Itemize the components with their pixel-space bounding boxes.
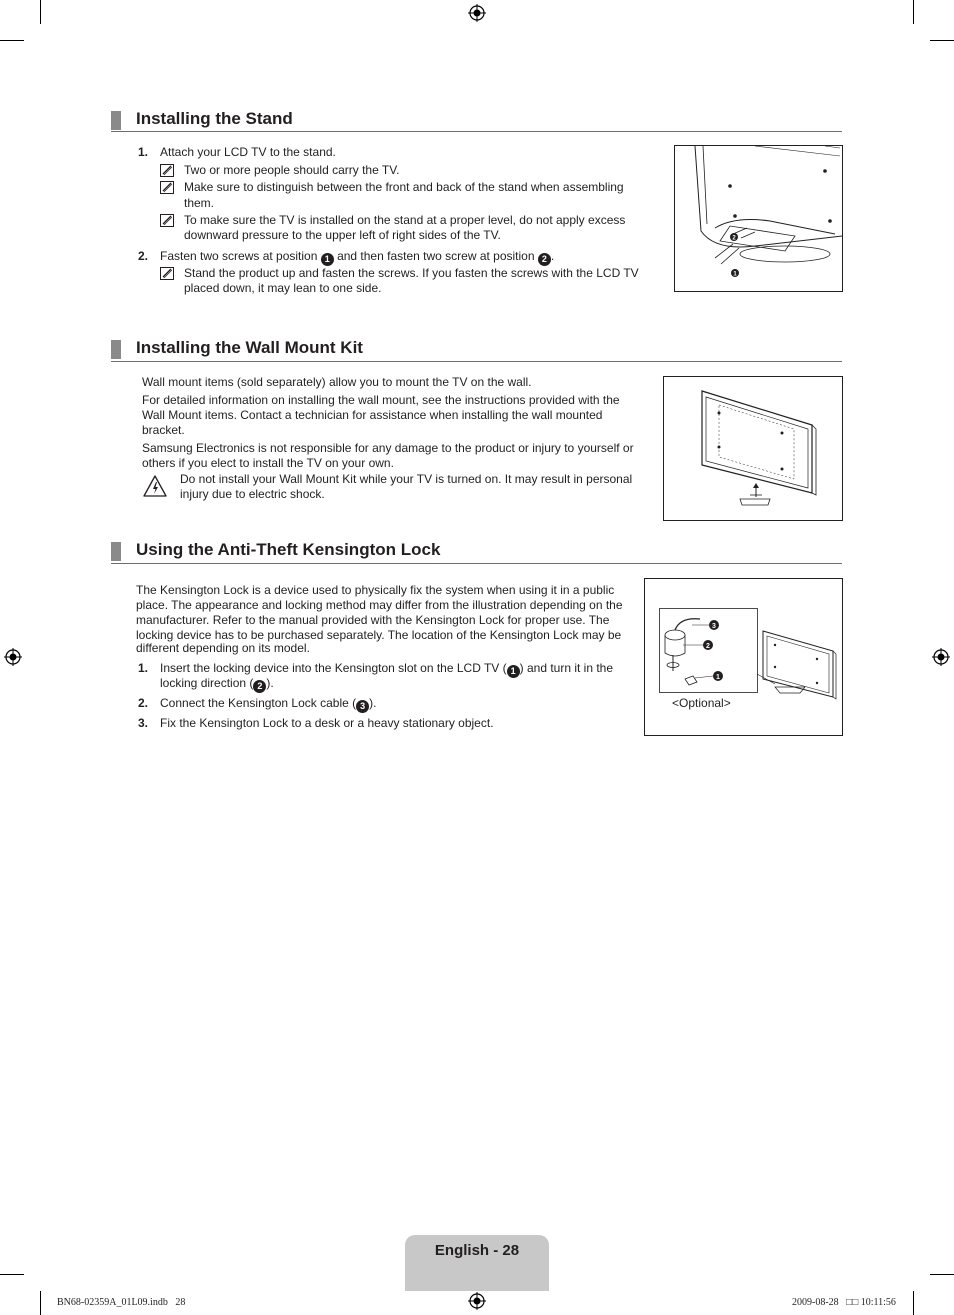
paragraph: locking device has to be purchased separately. The location of the Kensington Lock may be [136, 628, 622, 642]
stand-drawing [675, 146, 842, 291]
section-marker [111, 542, 121, 561]
step-text-part: Connect the Kensington Lock cable ( [160, 696, 357, 710]
paragraph: Wall mount items (sold separately) allow you to mount the TV on the wall. [142, 375, 532, 389]
note-pencil-icon [160, 267, 174, 280]
position-marker-3: 3 [356, 700, 369, 713]
section-title-kensington: Using the Anti-Theft Kensington Lock [136, 540, 441, 559]
stand-illustration [674, 145, 843, 292]
section-title-wall-mount: Installing the Wall Mount Kit [136, 338, 363, 357]
svg-text:2: 2 [706, 643, 710, 650]
paragraph: others if you elect to install the TV on your own. [142, 456, 394, 470]
step-text-part: locking direction ( [160, 676, 254, 690]
svg-text:1: 1 [716, 674, 720, 681]
step-text-part: and then fasten two screw at position [333, 249, 538, 263]
section-rule [111, 131, 842, 132]
crop-mark [913, 1291, 914, 1315]
step-text-part: Fasten two screws at position [160, 249, 321, 263]
step-text-part: Insert the locking device into the Kensington slot on the LCD TV ( [160, 661, 507, 675]
wall-mount-illustration [663, 376, 843, 521]
step-number: 1. [138, 661, 149, 675]
note-pencil-icon [160, 214, 174, 227]
registration-mark-icon [932, 648, 950, 666]
step-number: 2. [138, 249, 149, 263]
warning-text: Do not install your Wall Mount Kit while your TV is turned on. It may result in personal [180, 472, 633, 486]
note-text: Stand the product up and fasten the screws. If you fasten the screws with the LCD TV [184, 266, 639, 280]
print-datetime: 2009-08-28 □□ 10:11:56 [792, 1297, 896, 1308]
note-text: Two or more people should carry the TV. [184, 163, 400, 177]
kensington-drawing [645, 579, 842, 735]
step-text-part: ) and turn it in the [519, 661, 614, 675]
optional-caption: <Optional> [672, 696, 731, 710]
kensington-illustration [644, 578, 843, 736]
paragraph: For detailed information on installing the wall mount, see the instructions provided with the [142, 393, 620, 407]
svg-text:1: 1 [733, 271, 737, 278]
crop-mark [0, 40, 24, 41]
svg-text:3: 3 [712, 623, 716, 630]
section-marker [111, 111, 121, 130]
step-number: 1. [138, 145, 149, 159]
note-text: To make sure the TV is installed on the stand at a proper level, do not apply excess [184, 213, 626, 227]
crop-mark [0, 1274, 24, 1275]
paragraph: place. The appearance and locking method may differ from the illustration depending on the [136, 598, 623, 612]
step-text [160, 696, 376, 713]
section-title-stand: Installing the Stand [136, 109, 293, 128]
step-text [160, 676, 274, 693]
section-rule [111, 361, 842, 362]
page-number: English - 28 [434, 1242, 520, 1259]
note-text: Make sure to distinguish between the front and back of the stand when assembling [184, 180, 624, 194]
paragraph: different depending on its model. [136, 641, 310, 655]
note-pencil-icon [160, 164, 174, 177]
step-text [160, 249, 554, 266]
note-text: downward pressure to the upper left of right sides of the TV. [184, 228, 501, 242]
step-text-part: ). [369, 696, 377, 710]
step-text-part: ). [266, 676, 274, 690]
step-text-part: . [550, 249, 555, 263]
step-number: 3. [138, 716, 149, 730]
note-text: placed down, it may lean to one side. [184, 281, 382, 295]
wall-mount-drawing [664, 377, 842, 520]
warning-triangle-icon [142, 474, 168, 498]
position-marker-2: 2 [253, 680, 266, 693]
crop-mark [40, 1291, 41, 1315]
step-number: 2. [138, 696, 149, 710]
crop-mark [913, 0, 914, 24]
paragraph: bracket. [142, 423, 185, 437]
registration-mark-icon [468, 4, 486, 22]
step-text: Attach your LCD TV to the stand. [160, 145, 336, 159]
note-pencil-icon [160, 181, 174, 194]
crop-mark [930, 1274, 954, 1275]
position-marker-1: 1 [507, 665, 520, 678]
paragraph: Wall Mount items. Contact a technician for assistance when installing the wall mounted [142, 408, 603, 422]
file-slug: BN68-02359A_01L09.indb 28 [57, 1297, 186, 1308]
position-marker-2: 2 [538, 253, 551, 266]
registration-mark-icon [468, 1292, 486, 1310]
crop-mark [930, 40, 954, 41]
section-rule [111, 563, 842, 564]
svg-text:2: 2 [732, 235, 736, 242]
position-marker-1: 1 [321, 253, 334, 266]
step-text: Fix the Kensington Lock to a desk or a heavy stationary object. [160, 716, 494, 730]
note-text: them. [184, 196, 215, 210]
paragraph: Samsung Electronics is not responsible for any damage to the product or injury to yourself or [142, 441, 634, 455]
crop-mark [40, 0, 41, 24]
warning-text: injury due to electric shock. [180, 487, 325, 501]
section-marker [111, 340, 121, 359]
paragraph: The Kensington Lock is a device used to physically fix the system when using it in a public [136, 583, 615, 597]
registration-mark-icon [4, 648, 22, 666]
paragraph: manufacturer. Refer to the manual provided with the Kensington Lock for proper use. The [136, 613, 610, 627]
